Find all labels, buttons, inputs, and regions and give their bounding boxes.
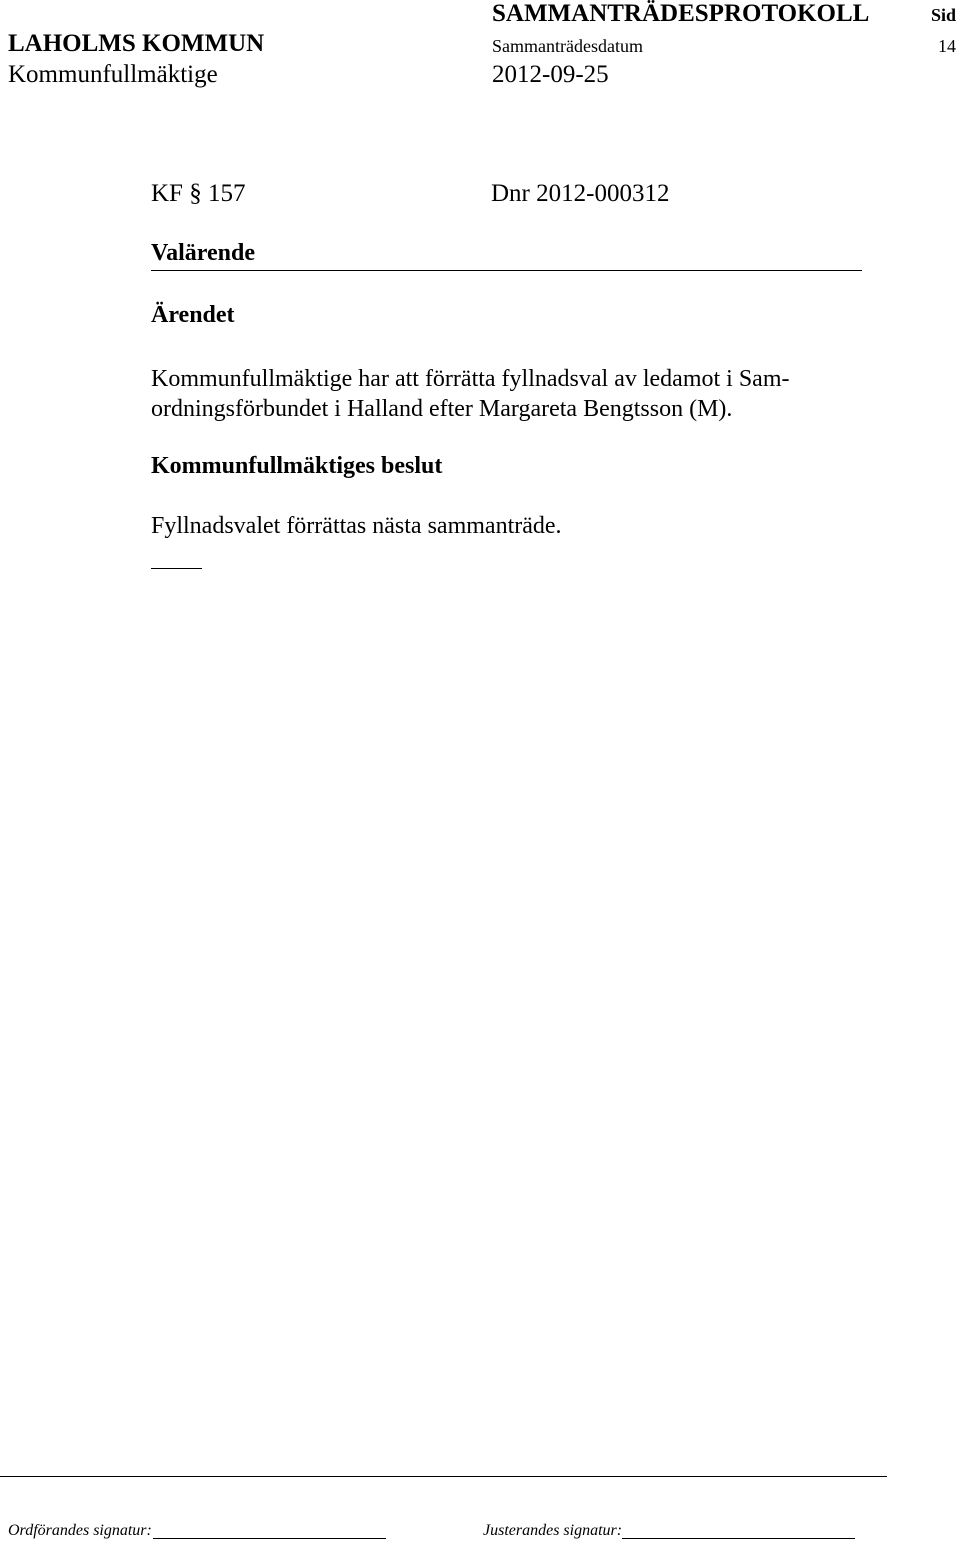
footer-divider [0,1476,887,1477]
title-divider [151,270,862,271]
chair-signature-line [153,1538,386,1539]
document-type: SAMMANTRÄDESPROTOKOLL [492,0,870,27]
case-id: KF § 157 [151,180,246,207]
arendet-heading: Ärendet [151,302,235,328]
beslut-text: Fyllnadsvalet förrättas nästa sammanträde. [151,513,562,539]
arendet-line: ordningsförbundet i Halland efter Margareta Bengtsson (M). [151,396,733,422]
organization-name: LAHOLMS KOMMUN [8,30,265,57]
governing-body: Kommunfullmäktige [8,61,218,88]
case-dnr: Dnr 2012-000312 [491,180,670,207]
beslut-heading: Kommunfullmäktiges beslut [151,453,443,479]
adjuster-signature-line [622,1538,855,1539]
end-of-section-mark [151,568,202,569]
meeting-date-label: Sammanträdesdatum [492,36,643,56]
adjuster-signature-label: Justerandes signatur: [483,1522,623,1539]
chair-signature-label: Ordförandes signatur: [8,1522,152,1539]
page-number: 14 [938,36,956,56]
arendet-line: Kommunfullmäktige har att förrätta fyllnadsval av ledamot i Sam- [151,366,790,392]
page-label: Sid [931,5,957,25]
case-title: Valärende [151,240,256,266]
arendet-body [151,364,871,424]
meeting-date: 2012-09-25 [492,61,609,88]
